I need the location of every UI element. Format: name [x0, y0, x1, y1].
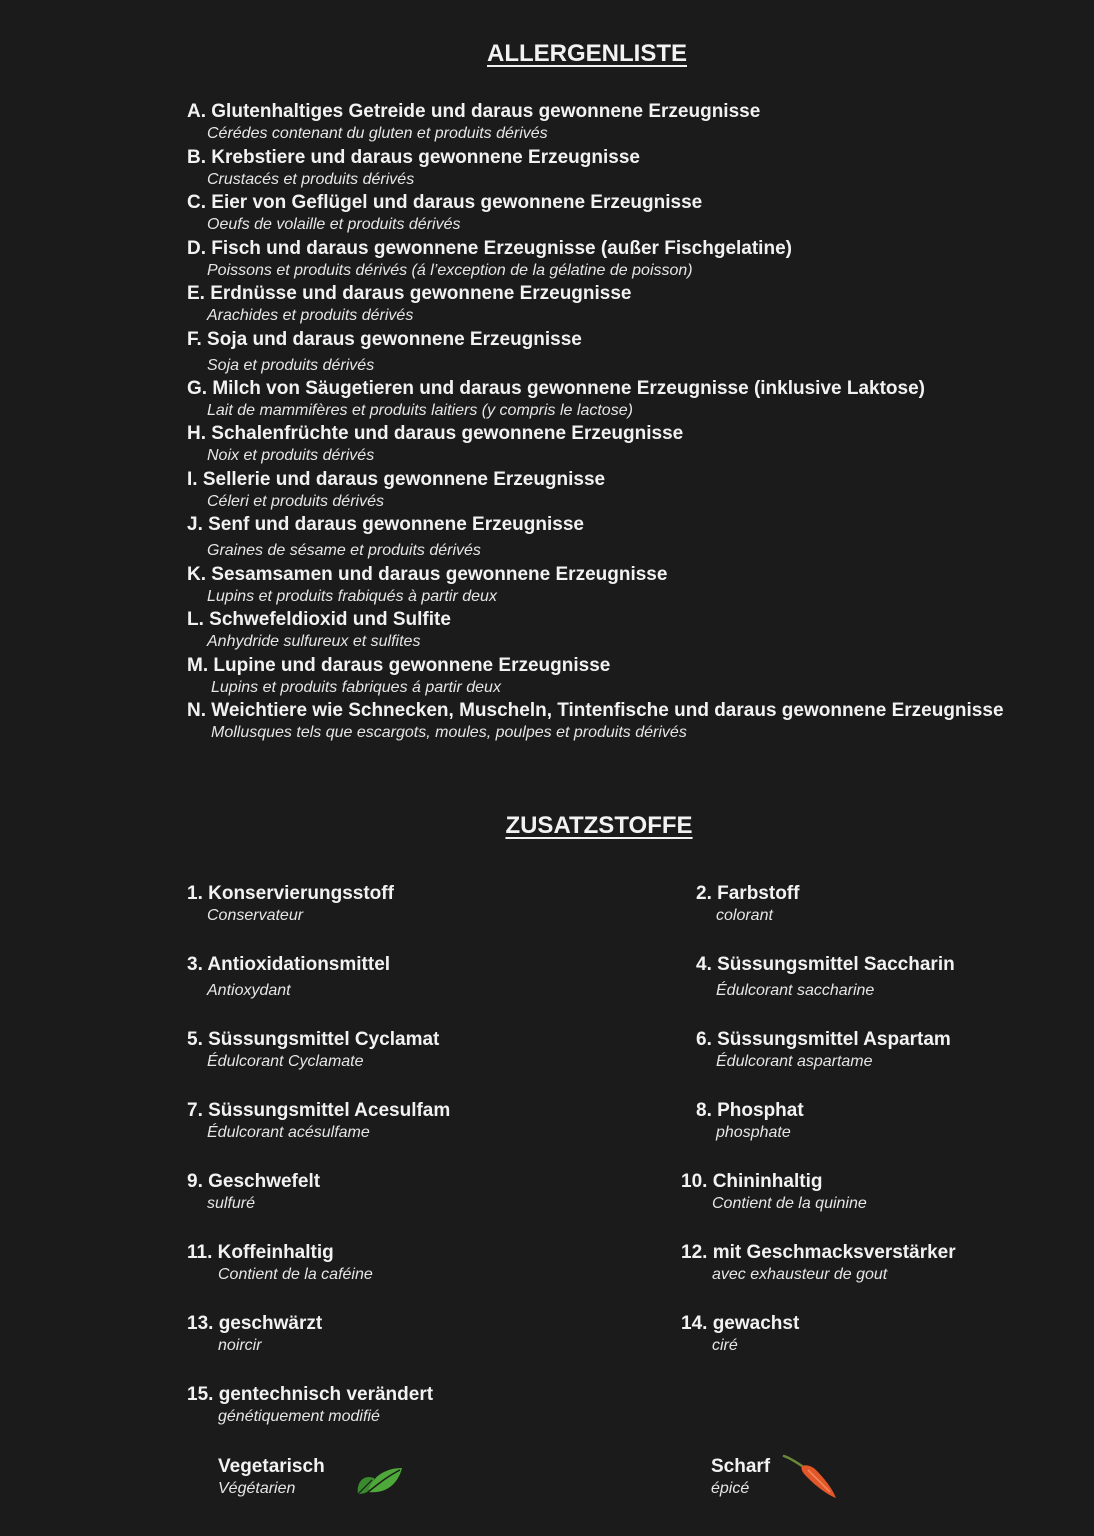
additive-name-fr: Édulcorant saccharine [716, 982, 875, 999]
additive-item [696, 1028, 951, 1072]
allergen-name-fr: Poissons et produits dérivés (á l’exception de la gélatine de poisson) [207, 262, 693, 279]
allergen-name-fr: Anhydride sulfureux et sulfites [207, 633, 421, 650]
allergen-list-title: ALLERGENLISTE [486, 40, 687, 67]
additive-name-de: 10. Chininhaltig [681, 1171, 823, 1192]
allergen-name-de: M. Lupine und daraus gewonnene Erzeugnisse [187, 655, 611, 676]
additive-name-de: 13. geschwärzt [187, 1313, 323, 1334]
allergen-name-de: D. Fisch und daraus gewonnene Erzeugnisse (außer Fischgelatine) [187, 238, 792, 259]
additive-name-fr: Édulcorant acésulfame [207, 1124, 370, 1141]
allergen-item [187, 377, 925, 421]
additive-name-fr: Édulcorant aspartame [716, 1053, 873, 1070]
additive-item [187, 882, 394, 926]
allergen-name-de: A. Glutenhaltiges Getreide und daraus gewonnene Erzeugnisse [187, 101, 761, 122]
chili-pepper-icon [780, 1452, 842, 1500]
additive-name-de: 3. Antioxidationsmittel [187, 954, 391, 975]
additive-name-de: 1. Konservierungsstoff [187, 883, 394, 904]
additive-name-de: 7. Süssungsmittel Acesulfam [187, 1100, 451, 1121]
legend-vegetarian [218, 1455, 325, 1499]
additive-item [187, 1312, 322, 1356]
allergen-name-de: I. Sellerie und daraus gewonnene Erzeugnisse [187, 469, 606, 490]
allergen-name-fr: Oeufs de volaille et produits dérivés [207, 216, 461, 233]
additive-item [696, 882, 799, 926]
allergen-name-de: J. Senf und daraus gewonnene Erzeugnisse [187, 514, 584, 535]
leaf-icon [354, 1464, 406, 1498]
allergen-name-fr: Mollusques tels que escargots, moules, poulpes et produits dérivés [211, 724, 687, 741]
additive-name-fr: Antioxydant [207, 982, 291, 999]
additive-name-de: 9. Geschwefelt [187, 1171, 321, 1192]
legend-vegetarian-label-fr: Végétarien [218, 1480, 296, 1497]
allergen-item [187, 282, 632, 326]
allergen-name-fr: Graines de sésame et produits dérivés [207, 542, 481, 559]
allergen-item [187, 563, 667, 607]
allergen-item [187, 146, 640, 190]
allergen-name-fr: Céleri et produits dérivés [207, 493, 384, 510]
additive-name-de: 6. Süssungsmittel Aspartam [696, 1029, 951, 1050]
allergen-name-fr: Crustacés et produits dérivés [207, 171, 415, 188]
allergen-name-fr: Lupins et produits fabriques á partir deux [211, 679, 501, 696]
additive-name-de: 5. Süssungsmittel Cyclamat [187, 1029, 440, 1050]
allergen-item [187, 191, 702, 235]
allergen-name-fr: Lait de mammifères et produits laitiers (y compris le lactose) [207, 402, 633, 419]
additive-item [696, 953, 955, 1001]
additive-item [187, 1241, 373, 1285]
allergen-item [187, 237, 792, 281]
allergen-item [187, 699, 1004, 743]
additive-name-de: 12. mit Geschmacksverstärker [681, 1242, 956, 1263]
additives-title: ZUSATZSTOFFE [505, 812, 693, 839]
legend-vegetarian-label-de: Vegetarisch [218, 1456, 325, 1477]
allergen-name-fr: Noix et produits dérivés [207, 447, 375, 464]
additive-name-fr: Contient de la caféine [218, 1266, 373, 1283]
allergen-item [187, 654, 610, 698]
additive-item [696, 1099, 804, 1143]
additive-item [187, 1099, 450, 1143]
allergen-name-de: H. Schalenfrüchte und daraus gewonnene Erzeugnisse [187, 423, 684, 444]
additive-name-fr: phosphate [716, 1124, 791, 1141]
allergen-name-de: F. Soja und daraus gewonnene Erzeugnisse [187, 329, 582, 350]
additive-item [187, 1383, 433, 1427]
additive-item [681, 1312, 799, 1356]
additive-item [187, 1170, 320, 1214]
allergen-item [187, 422, 683, 466]
allergen-item [187, 468, 605, 512]
legend-spicy [711, 1455, 770, 1499]
additive-name-de: 8. Phosphat [696, 1100, 804, 1121]
allergen-name-de: B. Krebstiere und daraus gewonnene Erzeugnisse [187, 147, 640, 168]
additive-name-fr: noircir [218, 1337, 262, 1354]
additive-name-de: 14. gewachst [681, 1313, 800, 1334]
allergen-name-de: G. Milch von Säugetieren und daraus gewonnene Erzeugnisse (inklusive Laktose) [187, 378, 926, 399]
allergen-name-de: E. Erdnüsse und daraus gewonnene Erzeugnisse [187, 283, 632, 304]
allergen-name-de: K. Sesamsamen und daraus gewonnene Erzeugnisse [187, 564, 668, 585]
additive-item [187, 953, 390, 1001]
additive-name-fr: avec exhausteur de gout [712, 1266, 888, 1283]
allergen-item [187, 608, 451, 652]
allergen-name-de: N. Weichtiere wie Schnecken, Muscheln, Tintenfische und daraus gewonnene Erzeugnisse [187, 700, 1004, 721]
additive-name-fr: Édulcorant Cyclamate [207, 1053, 364, 1070]
allergen-name-de: L. Schwefeldioxid und Sulfite [187, 609, 451, 630]
allergen-item [187, 328, 582, 376]
additive-name-fr: Contient de la quinine [712, 1195, 867, 1212]
allergen-name-de: C. Eier von Geflügel und daraus gewonnene Erzeugnisse [187, 192, 703, 213]
additive-name-de: 4. Süssungsmittel Saccharin [696, 954, 955, 975]
additive-name-fr: colorant [716, 907, 773, 924]
additive-item [681, 1170, 867, 1214]
additive-name-fr: ciré [712, 1337, 738, 1354]
allergen-name-fr: Lupins et produits frabiqués à partir deux [207, 588, 497, 605]
additive-item [187, 1028, 439, 1072]
additive-name-de: 2. Farbstoff [696, 883, 800, 904]
allergen-name-fr: Soja et produits dérivés [207, 357, 375, 374]
additive-name-fr: génétiquement modifié [218, 1408, 380, 1425]
additive-name-de: 11. Koffeinhaltig [187, 1242, 334, 1263]
allergen-name-fr: Arachides et produits dérivés [207, 307, 414, 324]
additive-name-fr: sulfuré [207, 1195, 256, 1212]
additive-name-fr: Conservateur [207, 907, 304, 924]
additive-item [681, 1241, 956, 1285]
allergen-item [187, 100, 760, 144]
allergen-item [187, 513, 584, 561]
legend-spicy-label-fr: épicé [711, 1480, 750, 1497]
allergen-name-fr: Cérédes contenant du gluten et produits dérivés [207, 125, 548, 142]
legend-spicy-label-de: Scharf [711, 1456, 771, 1477]
additive-name-de: 15. gentechnisch verändert [187, 1384, 434, 1405]
